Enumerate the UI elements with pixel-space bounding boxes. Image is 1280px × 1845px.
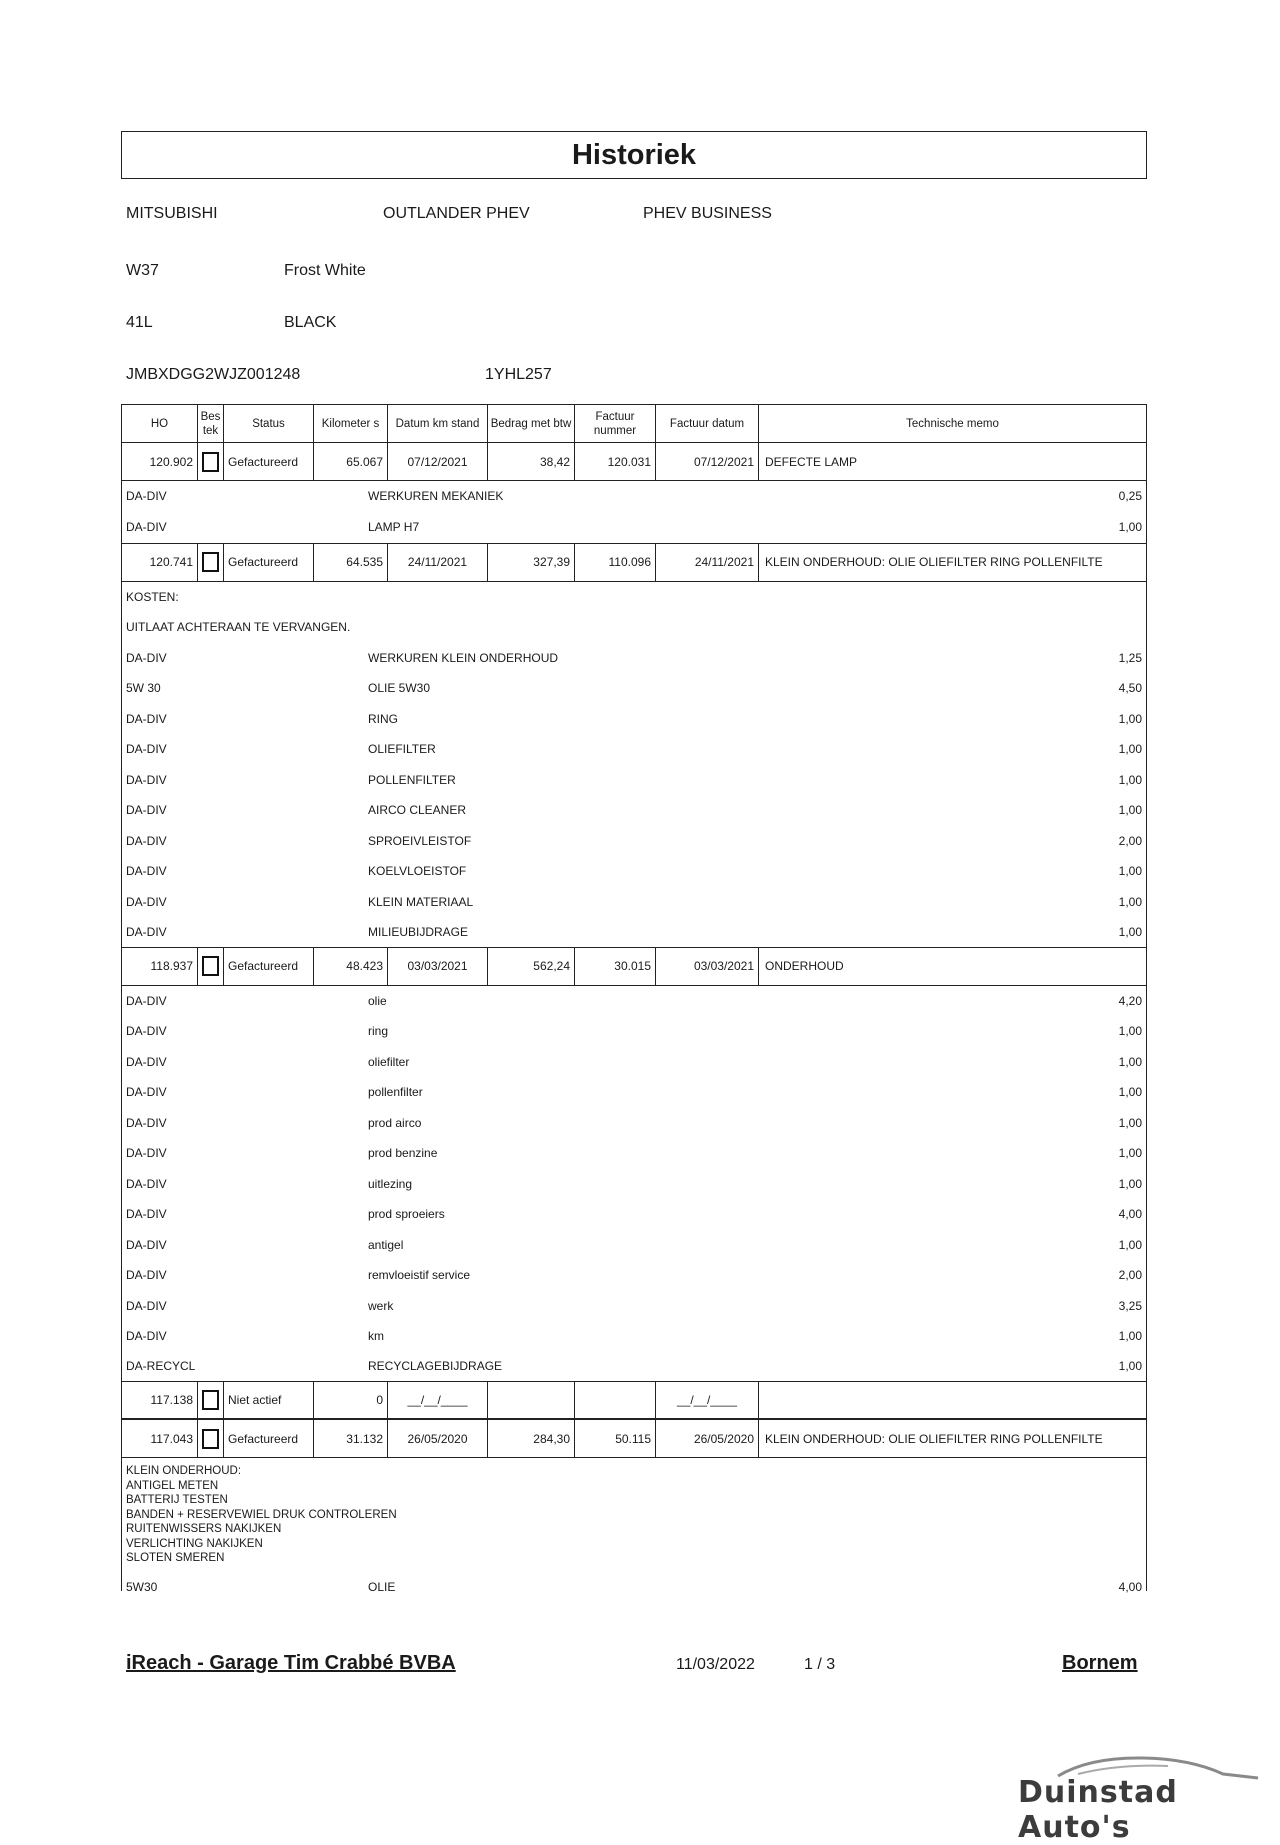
job-datum-km: 03/03/2021: [388, 948, 488, 985]
line-qty: 1,25: [1118, 650, 1142, 665]
page-title: Historiek: [571, 138, 697, 171]
job-factuur-nummer: 50.115: [575, 1420, 656, 1457]
job-factuur-datum: __/__/____: [656, 1382, 759, 1418]
line-item: [122, 734, 1146, 765]
line-desc: RECYCLAGEBIJDRAGE: [368, 1359, 503, 1374]
note-text: ANTIGEL METEN: [126, 1479, 219, 1492]
job-km: 0: [314, 1382, 388, 1418]
line-item: [122, 1138, 1146, 1169]
line-desc: antigel: [368, 1237, 404, 1252]
line-desc: prod airco: [368, 1115, 422, 1130]
header-bedrag: Bedrag met btw: [488, 405, 575, 442]
line-desc: km: [368, 1329, 384, 1344]
job-datum-km: 07/12/2021: [388, 443, 488, 480]
line-qty: 1,00: [1118, 864, 1142, 879]
line-code: DA-DIV: [126, 803, 167, 818]
line-code: DA-DIV: [126, 489, 167, 504]
line-qty: 1,00: [1118, 520, 1142, 534]
header-bestek: Bes tek: [198, 405, 224, 442]
title-box: [121, 131, 1147, 179]
line-qty: 0,25: [1118, 489, 1142, 504]
line-item: [122, 1016, 1146, 1047]
vehicle-plate: 1YHL257: [485, 366, 552, 383]
line-desc: uitlezing: [368, 1176, 413, 1191]
job-status: Gefactureerd: [224, 544, 314, 581]
job-bedrag: 284,30: [488, 1420, 575, 1457]
job-factuur-nummer: [575, 1382, 656, 1418]
line-qty: 1,00: [1118, 924, 1142, 939]
line-code: DA-DIV: [126, 924, 167, 939]
line-desc: KLEIN MATERIAAL: [368, 894, 474, 909]
bestek-cell: [198, 1382, 224, 1418]
header-status: Status: [224, 405, 314, 442]
job-ho: 117.043: [122, 1420, 198, 1457]
line-qty: 4,50: [1118, 681, 1142, 696]
note-text: VERLICHTING NAKIJKEN: [126, 1537, 263, 1550]
job-factuur-datum: 24/11/2021: [656, 544, 759, 581]
note-text: BANDEN + RESERVEWIEL DRUK CONTROLEREN: [126, 1508, 397, 1521]
line-qty: 4,20: [1118, 993, 1142, 1008]
note-text: KLEIN ONDERHOUD:: [126, 1465, 242, 1477]
job-factuur-nummer: 120.031: [575, 443, 656, 480]
line-item: [122, 481, 1146, 512]
bestek-checkbox[interactable]: [202, 452, 219, 472]
line-item: [122, 795, 1146, 826]
job-status: Gefactureerd: [224, 948, 314, 985]
job-bedrag: 327,39: [488, 544, 575, 581]
line-desc: WERKUREN KLEIN ONDERHOUD: [368, 650, 559, 665]
line-item: [122, 643, 1146, 674]
note-text: UITLAAT ACHTERAAN TE VERVANGEN.: [126, 620, 351, 635]
note-text: KOSTEN:: [126, 589, 179, 604]
job-factuur-datum: 07/12/2021: [656, 443, 759, 480]
line-qty: 1,00: [1118, 1359, 1142, 1374]
line-qty: 1,00: [1118, 711, 1142, 726]
line-qty: 1,00: [1118, 894, 1142, 909]
job-memo: DEFECTE LAMP: [765, 454, 858, 469]
line-desc: OLIEFILTER: [368, 742, 436, 757]
table-header: [122, 405, 1146, 443]
bestek-cell: [198, 1420, 224, 1457]
line-code: DA-DIV: [126, 1054, 167, 1069]
bestek-checkbox[interactable]: [202, 552, 219, 572]
line-desc: KOELVLOEISTOF: [368, 864, 467, 879]
job-memo: KLEIN ONDERHOUD: OLIE OLIEFILTER RING POLLENFILTE: [765, 555, 1103, 569]
line-item: [122, 887, 1146, 918]
bestek-cell: [198, 443, 224, 480]
line-item: [122, 1047, 1146, 1078]
line-qty: 1,00: [1118, 1054, 1142, 1069]
job-factuur-nummer: 30.015: [575, 948, 656, 985]
line-desc: RING: [368, 711, 398, 726]
line-code: DA-DIV: [126, 1268, 167, 1283]
line-desc: ring: [368, 1024, 389, 1039]
line-item: [122, 917, 1146, 948]
line-desc: MILIEUBIJDRAGE: [368, 924, 469, 939]
bestek-cell: [198, 544, 224, 581]
line-code: DA-RECYCL: [126, 1359, 196, 1374]
line-code: DA-DIV: [126, 1024, 167, 1039]
line-item: [122, 1260, 1146, 1291]
line-item: [122, 826, 1146, 857]
history-table: [121, 404, 1147, 1595]
line-desc: AIRCO CLEANER: [368, 803, 467, 818]
line-item: [122, 1108, 1146, 1139]
line-desc: OLIE 5W30: [368, 681, 431, 696]
line-code: DA-DIV: [126, 1329, 167, 1344]
line-desc: werk: [368, 1298, 394, 1313]
job-km: 65.067: [314, 443, 388, 480]
line-desc: prod sproeiers: [368, 1207, 445, 1222]
line-code: DA-DIV: [126, 520, 167, 534]
line-item: [122, 704, 1146, 735]
line-qty: 1,00: [1118, 803, 1142, 818]
line-code: DA-DIV: [126, 1085, 167, 1100]
note-text: BATTERIJ TESTEN: [126, 1494, 228, 1506]
job-ho: 120.741: [122, 544, 198, 581]
line-item: [122, 1077, 1146, 1108]
line-qty: 1,00: [1118, 1085, 1142, 1100]
job-row: [122, 948, 1146, 986]
job-ho: 117.138: [122, 1382, 198, 1418]
job-bedrag: 38,42: [488, 443, 575, 480]
line-desc: WERKUREN MEKANIEK: [368, 489, 504, 504]
line-desc: SPROEIVLEISTOF: [368, 833, 472, 848]
line-qty: 1,00: [1118, 1329, 1142, 1344]
job-status: Gefactureerd: [224, 1420, 314, 1457]
note-text: RUITENWISSERS NAKIJKEN: [126, 1523, 282, 1535]
job-memo: ONDERHOUD: [765, 959, 844, 973]
line-code: DA-DIV: [126, 742, 167, 757]
footer-page-number: 1 / 3: [804, 1656, 836, 1673]
job-km: 64.535: [314, 544, 388, 581]
line-item: [122, 1572, 1146, 1603]
line-code: DA-DIV: [126, 711, 167, 726]
line-item: [122, 1291, 1146, 1322]
vehicle-model: OUTLANDER PHEV: [383, 205, 530, 222]
vehicle-color-name: Frost White: [284, 262, 366, 279]
header-kilometers: Kilometer s: [314, 405, 388, 442]
job-factuur-datum: 03/03/2021: [656, 948, 759, 985]
job-factuur-nummer: 110.096: [575, 544, 656, 581]
job-memo: [759, 1382, 1146, 1418]
line-item: [122, 986, 1146, 1017]
line-item: [122, 765, 1146, 796]
line-code: DA-DIV: [126, 1115, 167, 1130]
line-code: DA-DIV: [126, 833, 167, 848]
line-item: [122, 673, 1146, 704]
bestek-checkbox[interactable]: [202, 1429, 219, 1449]
line-code: DA-DIV: [126, 650, 167, 665]
job-factuur-datum: 26/05/2020: [656, 1420, 759, 1457]
line-code: DA-DIV: [126, 1146, 167, 1161]
job-status: Niet actief: [224, 1382, 314, 1418]
line-desc: oliefilter: [368, 1054, 410, 1069]
job-bedrag: [488, 1382, 575, 1418]
job-status: Gefactureerd: [224, 443, 314, 480]
line-qty: 1,00: [1118, 1146, 1142, 1161]
line-item: [122, 512, 1146, 544]
job-memo: KLEIN ONDERHOUD: OLIE OLIEFILTER RING POLLENFILTE: [765, 1431, 1103, 1446]
header-memo: Technische memo: [906, 417, 999, 430]
header-ho: HO: [122, 405, 198, 442]
line-qty: 1,00: [1118, 1115, 1142, 1130]
line-item: [122, 1321, 1146, 1352]
line-code: DA-DIV: [126, 1237, 167, 1252]
job-row: [122, 1420, 1146, 1458]
vehicle-version: PHEV BUSINESS: [643, 205, 772, 222]
job-notes-block: [122, 1458, 1146, 1572]
footer-date: 11/03/2022: [676, 1656, 755, 1673]
line-item: [122, 1352, 1146, 1383]
line-item: [122, 1169, 1146, 1200]
line-code: DA-DIV: [126, 1298, 167, 1313]
line-desc: olie: [368, 993, 387, 1008]
line-qty: 3,25: [1118, 1298, 1142, 1313]
line-code: DA-DIV: [126, 1207, 167, 1222]
line-qty: 1,00: [1118, 772, 1142, 787]
bestek-checkbox[interactable]: [202, 1390, 219, 1410]
vehicle-interior-code: 41L: [126, 314, 153, 331]
line-desc: pollenfilter: [368, 1085, 423, 1100]
line-code: DA-DIV: [126, 864, 167, 879]
line-code: DA-DIV: [126, 772, 167, 787]
line-desc: remvloeistif service: [368, 1268, 471, 1283]
line-qty: 4,00: [1118, 1207, 1142, 1222]
line-qty: 1,00: [1118, 1237, 1142, 1252]
vehicle-vin: JMBXDGG2WJZ001248: [126, 366, 301, 383]
line-qty: 4,00: [1118, 1580, 1142, 1595]
line-code: DA-DIV: [126, 894, 167, 909]
line-code: 5W30: [126, 1580, 158, 1595]
bestek-checkbox[interactable]: [202, 956, 219, 976]
job-datum-km: 26/05/2020: [388, 1420, 488, 1457]
line-qty: 1,00: [1118, 742, 1142, 757]
line-desc: POLLENFILTER: [368, 772, 456, 787]
job-row: [122, 443, 1146, 481]
bestek-cell: [198, 948, 224, 985]
watermark-logo-text: Duinstad Auto's: [1018, 1775, 1178, 1845]
line-qty: 1,00: [1118, 1176, 1142, 1191]
line-qty: 2,00: [1118, 833, 1142, 848]
line-code: DA-DIV: [126, 1176, 167, 1191]
line-desc: OLIE: [368, 1580, 396, 1595]
line-desc: LAMP H7: [368, 520, 420, 534]
line-qty: 1,00: [1118, 1024, 1142, 1039]
job-km: 31.132: [314, 1420, 388, 1457]
vehicle-interior-name: BLACK: [284, 314, 337, 331]
line-desc: prod benzine: [368, 1146, 438, 1161]
job-bedrag: 562,24: [488, 948, 575, 985]
job-km: 48.423: [314, 948, 388, 985]
line-item: [122, 856, 1146, 887]
job-ho: 118.937: [122, 948, 198, 985]
job-ho: 120.902: [122, 443, 198, 480]
header-factuur-datum: Factuur datum: [656, 405, 759, 442]
vehicle-color-code: W37: [126, 262, 159, 279]
footer-city: Bornem: [1062, 1652, 1138, 1674]
footer-company: iReach - Garage Tim Crabbé BVBA: [126, 1652, 456, 1674]
vehicle-make: MITSUBISHI: [126, 205, 218, 222]
line-item: [122, 1230, 1146, 1261]
line-code: DA-DIV: [126, 993, 167, 1008]
job-note: [122, 612, 1146, 643]
job-datum-km: 24/11/2021: [388, 544, 488, 581]
header-factuur-nummer: Factuur nummer: [575, 405, 656, 442]
line-item: [122, 1199, 1146, 1230]
job-row: [122, 1382, 1146, 1420]
line-qty: 2,00: [1118, 1268, 1142, 1283]
job-row: [122, 544, 1146, 582]
line-code: 5W 30: [126, 681, 161, 696]
note-text: SLOTEN SMEREN: [126, 1552, 225, 1564]
job-note: [122, 582, 1146, 613]
job-datum-km: __/__/____: [388, 1382, 488, 1418]
header-datum-km: Datum km stand: [388, 405, 488, 442]
